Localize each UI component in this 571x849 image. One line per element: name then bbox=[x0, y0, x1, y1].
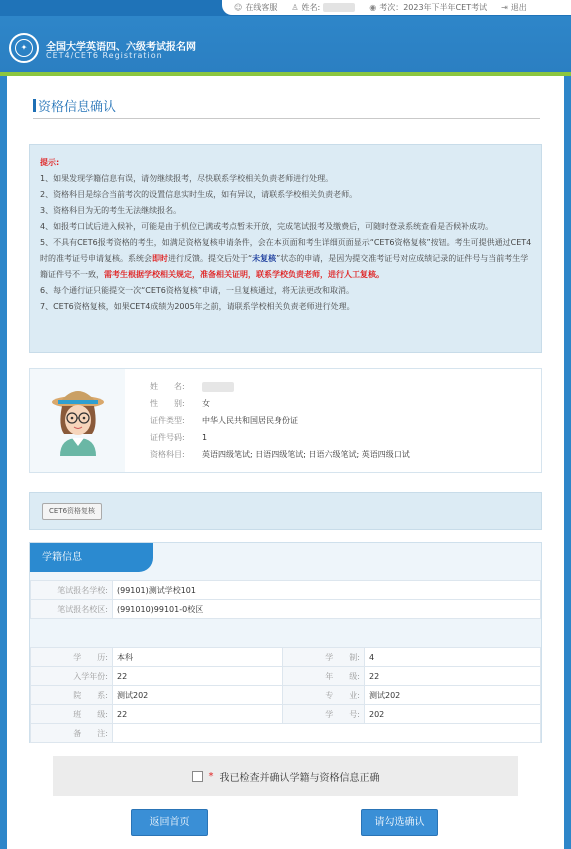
notice-box bbox=[29, 144, 542, 353]
avatar-girl-icon bbox=[50, 386, 106, 456]
confirm-label[interactable]: 我已检查并确认学籍与资格信息正确 bbox=[219, 772, 380, 784]
site-header bbox=[0, 16, 571, 72]
table-row: 笔试报名学校: (99101)测试学校101 bbox=[31, 581, 541, 600]
table-row: 学 历: 本科 学 制: 4 bbox=[31, 648, 541, 667]
notice-heading: 提示: bbox=[40, 158, 60, 167]
name-redacted bbox=[202, 382, 234, 392]
name-redacted bbox=[323, 3, 355, 12]
avatar bbox=[30, 369, 125, 472]
site-logo bbox=[9, 33, 39, 63]
page-title: 资格信息确认 bbox=[33, 96, 116, 115]
logout-link[interactable]: ⇥ 退出 bbox=[501, 3, 527, 12]
title-divider bbox=[33, 118, 540, 119]
headset-icon: ☺ bbox=[234, 3, 243, 12]
user-info-bar bbox=[222, 0, 571, 15]
back-home-button[interactable]: 返回首页 bbox=[131, 809, 208, 836]
school-table bbox=[30, 580, 541, 619]
exam-session: ◉ 考次：2023年下半年CET考试 bbox=[369, 3, 488, 12]
user-name: ♙ 姓名: bbox=[291, 2, 355, 13]
cet6-review-button[interactable]: CET6资格复核 bbox=[42, 503, 102, 520]
table-row: 院 系: 测试202 专 业: 测试202 bbox=[31, 686, 541, 705]
info-row-name: 姓 名: bbox=[150, 378, 410, 395]
confirm-bar bbox=[53, 756, 518, 796]
table-row: 笔试报名校区: (991010)99101-0校区 bbox=[31, 600, 541, 619]
review-bar bbox=[29, 492, 542, 530]
table-row: 备 注: bbox=[31, 724, 541, 743]
personal-info-rows bbox=[150, 378, 410, 463]
confirm-submit-button[interactable]: 请勾选确认 bbox=[361, 809, 438, 836]
notice-item: 2、资格科目是综合当前考次的设置信息实时生成，如有异议，请联系学校相关负责老师。 bbox=[40, 190, 358, 199]
notice-item: 7、CET6资格复核，如果CET4成绩为2005年之前，请联系学校相关负责老师进行处理。 bbox=[40, 302, 355, 311]
notice-item-5: 5、不具有CET6报考资格的考生，如满足资格复核申请条件，会在本页面和考生详细页面显示“CET6资格复核”按钮。考生可提供通过CET4时的准考证号申请复核。系统会即时进行反馈。提交后处于“未复核”状态的申请，是因为提交准考证号对应成绩记录的证件号与当前考生学籍证件号不一致，需考生根据学校相关规定，准备相关证明，联系学校负责老师，进行人工复核。 bbox=[40, 238, 532, 279]
online-service-link[interactable]: ☺ 在线客服 bbox=[234, 3, 278, 12]
school-info-panel bbox=[29, 542, 542, 743]
required-mark: * bbox=[208, 770, 214, 782]
logo-icon: ✦ bbox=[15, 39, 33, 57]
personal-info-card bbox=[29, 368, 542, 473]
school-info-tab: 学籍信息 bbox=[30, 543, 153, 572]
notice-item: 1、如果发现学籍信息有误，请勿继续报考，尽快联系学校相关负责老师进行处理。 bbox=[40, 174, 334, 183]
notice-item: 3、资格科目为无的考生无法继续报名。 bbox=[40, 206, 182, 215]
notice-item: 6、每个通行证只能提交一次“CET6资格复核”申请，一旦复核通过，将无法更改和取消。 bbox=[40, 286, 354, 295]
site-subtitle: CET4/CET6 Registration bbox=[46, 51, 163, 60]
info-row-idnum: 证件号码: 1 bbox=[150, 433, 208, 442]
info-row-subjects: 资格科目: 英语四级笔试; 日语四级笔试; 日语六级笔试; 英语四级口试 bbox=[150, 450, 410, 459]
main-panel bbox=[7, 76, 564, 849]
table-row: 入学年份: 22 年 级: 22 bbox=[31, 667, 541, 686]
student-table bbox=[30, 647, 541, 743]
notice-item: 4、如报考口试后进入候补，可能是由于机位已满或考点暂未开放，完成笔试报考及缴费后，可随时登录系统查看是否候补成功。 bbox=[40, 222, 494, 231]
confirm-checkbox[interactable] bbox=[192, 771, 203, 782]
info-row-idtype: 证件类型: 中华人民共和国居民身份证 bbox=[150, 416, 298, 425]
table-row: 班 级: 22 学 号: 202 bbox=[31, 705, 541, 724]
globe-icon: ◉ bbox=[369, 3, 377, 12]
user-icon: ♙ bbox=[291, 3, 299, 12]
logout-icon: ⇥ bbox=[501, 3, 508, 12]
site-title: 全国大学英语四、六级考试报名网 bbox=[46, 42, 196, 53]
info-row-gender: 性 别: 女 bbox=[150, 399, 210, 408]
top-bar bbox=[0, 0, 571, 16]
